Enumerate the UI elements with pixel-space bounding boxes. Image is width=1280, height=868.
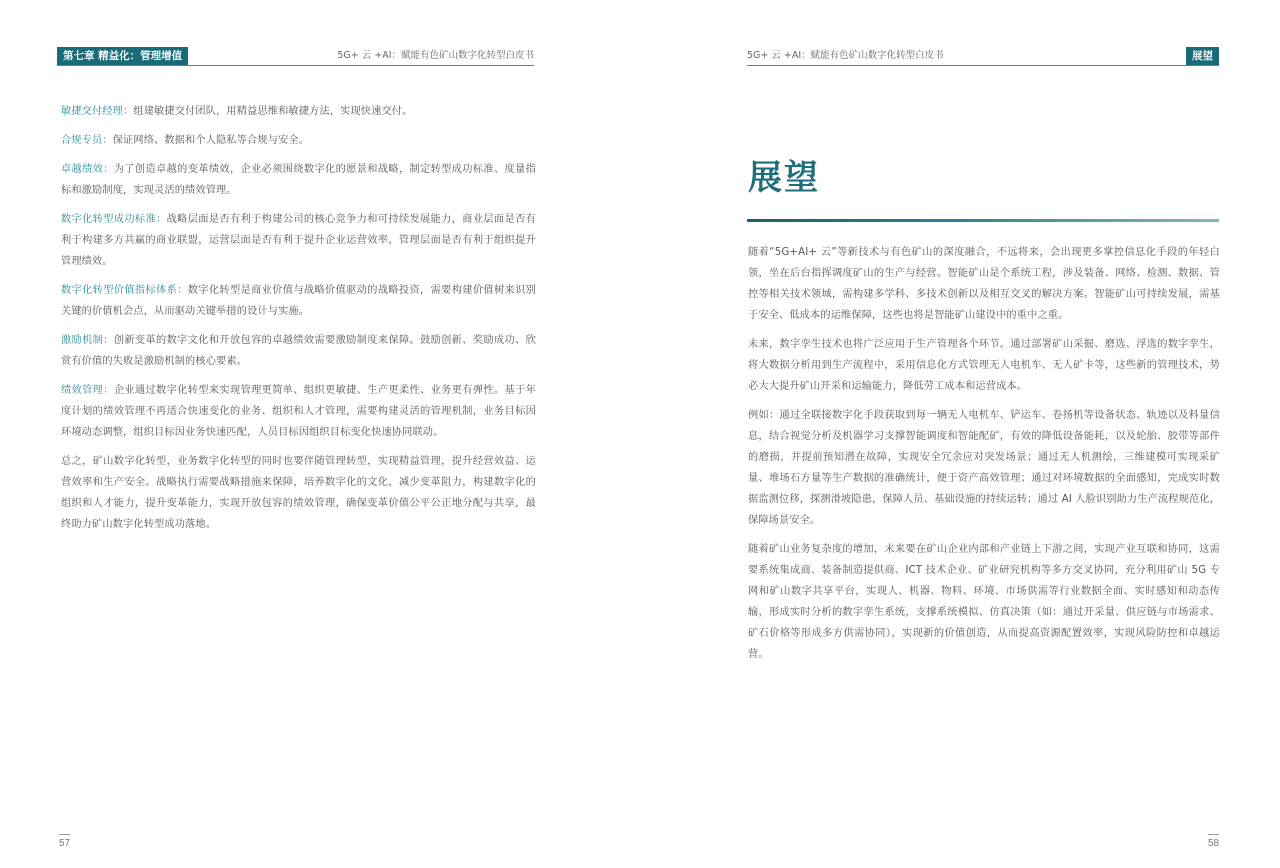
paragraph-text: 保证网络、数据和个人隐私等合规与安全。 xyxy=(112,135,310,146)
paragraph-text: 总之，矿山数字化转型，业务数字化转型的同时也要伴随管理转型，实现精益管理，提升经营效益、运营效率和生产安全。战略执行需要战略措施来保障，培养数字化的文化，减少变革阻力，构建数字化的组织和人才能力，提升变革能力，实现开放包容的绩效管理，确保变革价值公平公正地分配与共享，最终助力矿山数字化转型成功落地。 xyxy=(61,456,536,530)
term-label: 激励机制： xyxy=(61,335,114,346)
paragraph-compliance-officer xyxy=(61,130,536,151)
term-label: 合规专员： xyxy=(61,135,113,146)
paragraph-text: 战略层面是否有利于构建公司的核心竞争力和可持续发展能力，商业层面是否有利于构建多方共赢的商业联盟，运营层面是否有利于提升企业运营效率，管理层面是否有利于组织提升管理绩效。 xyxy=(61,214,537,267)
left-page-body xyxy=(61,101,536,543)
paragraph-digital-twin: 未来，数字孪生技术也将广泛应用于生产管理各个环节。通过部署矿山采掘、磨选、浮选的数字孪生，将大数据分析用到生产流程中，采用信息化方式管理无人电机车、无人矿卡等，这些新的管理技术，势必大大提升矿山开采和运输能力，降低劳工成本和运营成本。 xyxy=(748,339,1220,392)
header-rule xyxy=(57,65,534,66)
paragraph-excellent-performance xyxy=(61,159,536,201)
paragraph-example: 例如：通过全联接数字化手段获取到每一辆无人电机车、铲运车、卷扬机等设备状态、轨迹以及料量信息，结合视觉分析及机器学习支撑智能调度和智能配矿，有效的降低设备能耗，以及轮胎、胶带等部件的磨损，并提前预知潜在故障，实现安全冗余应对突发场景；通过无人机测绘，三维建模可实现采矿量、堆场石方量等生产数据的准确统计，便于资产高效管理；通过对环境数据的全面感知，完成实时数据监测位移，探测滑坡隐患，保障人员、基础设施的持续运转；通过 AI 人脸识别助力生产流程规范化，保障场景安全。 xyxy=(748,410,1220,526)
term-label: 数字化转型成功标准： xyxy=(61,214,167,225)
page-number: 57 xyxy=(59,834,70,849)
paragraph-agile-delivery-manager xyxy=(61,101,536,122)
paragraph-text: 企业通过数字化转型来实现管理更简单、组织更敏捷、生产更柔性、业务更有弹性。基于年度计划的绩效管理不再适合快速变化的业务、组织和人才管理，需要构建灵活的管理机制，业务目标因环境动态调整，组织目标因业务快速匹配，人员目标因组织目标变化快速协同联动。 xyxy=(61,385,537,438)
paragraph-value-indicator-system xyxy=(61,280,536,322)
right-page xyxy=(640,0,1280,868)
term-label: 数字化转型价值指标体系： xyxy=(61,285,188,296)
left-page-header xyxy=(57,47,534,65)
paragraph-text: 为了创造卓越的变革绩效，企业必须围绕数字化的愿景和战略，制定转型成功标准、度量指标和激励制度，实现灵活的绩效管理。 xyxy=(61,164,537,196)
paragraph-text: 数字化转型是商业价值与战略价值驱动的战略投资，需要构建价值树来识别关键的价值机会点，从而驱动关键举措的设计与实施。 xyxy=(61,285,536,317)
header-rule xyxy=(747,65,1219,66)
running-title: 5G+ 云 +AI：赋能有色矿山数字化转型白皮书 xyxy=(747,50,944,61)
paragraph-outlook-intro: 随着“5G+AI+ 云”等新技术与有色矿山的深度融合，不远将来，会出现更多掌控信息化手段的年轻白领，坐在后台指挥调度矿山的生产与经营。智能矿山是个系统工程，涉及装备、网络、检测、数据、管控等相关技术领域，需构建多学科、多技术创新以及相互交叉的解决方案。智能矿山可持续发展，需基于安全、低成本的运维保障，这些也将是智能矿山建设中的重中之重。 xyxy=(748,247,1220,321)
paragraph-incentive-mechanism xyxy=(61,330,536,372)
paragraph-success-criteria xyxy=(61,209,536,272)
right-page-body xyxy=(748,242,1220,673)
section-title: 展望 xyxy=(748,158,820,198)
paragraph-performance-management xyxy=(61,380,536,443)
right-page-header xyxy=(747,47,1219,65)
paragraph-text: 创新变革的数字文化和开放包容的卓越绩效需要激励制度来保障。鼓励创新、奖励成功、欣赏有价值的失败是激励机制的核心要素。 xyxy=(61,335,537,367)
term-label: 敏捷交付经理： xyxy=(61,106,134,117)
running-title: 5G+ 云 +AI：赋能有色矿山数字化转型白皮书 xyxy=(337,50,534,61)
paragraph-summary xyxy=(61,451,536,535)
term-label: 卓越绩效： xyxy=(61,164,114,175)
chapter-tag: 展望 xyxy=(1186,47,1219,65)
section-title-rule xyxy=(747,219,1219,222)
paragraph-industry-collaboration: 随着矿山业务复杂度的增加，未来要在矿山企业内部和产业链上下游之间，实现产业互联和协同，这需要系统集成商、装备制造提供商、ICT 技术企业、矿业研究机构等多方交叉协同，充分利用矿山 5G 专网和矿山数字共享平台，实现人、机器、物料、环境、市场供需等行业数据全面、实时感知和动态传输，形成实时分析的数字孪生系统，支撑系统模拟、仿真决策（如：通过开采量、供应链与市场需求、矿石价格等形成多方供需协同），实现新的价值创造，从而提高资源配置效率，实现风险防控和卓越运营。 xyxy=(748,544,1220,660)
page-number: 58 xyxy=(1208,834,1219,849)
chapter-tag: 第七章 精益化：管理增值 xyxy=(57,47,188,65)
paragraph-text: 组建敏捷交付团队，用精益思维和敏捷方法，实现快速交付。 xyxy=(133,106,413,117)
term-label: 绩效管理： xyxy=(61,385,114,396)
